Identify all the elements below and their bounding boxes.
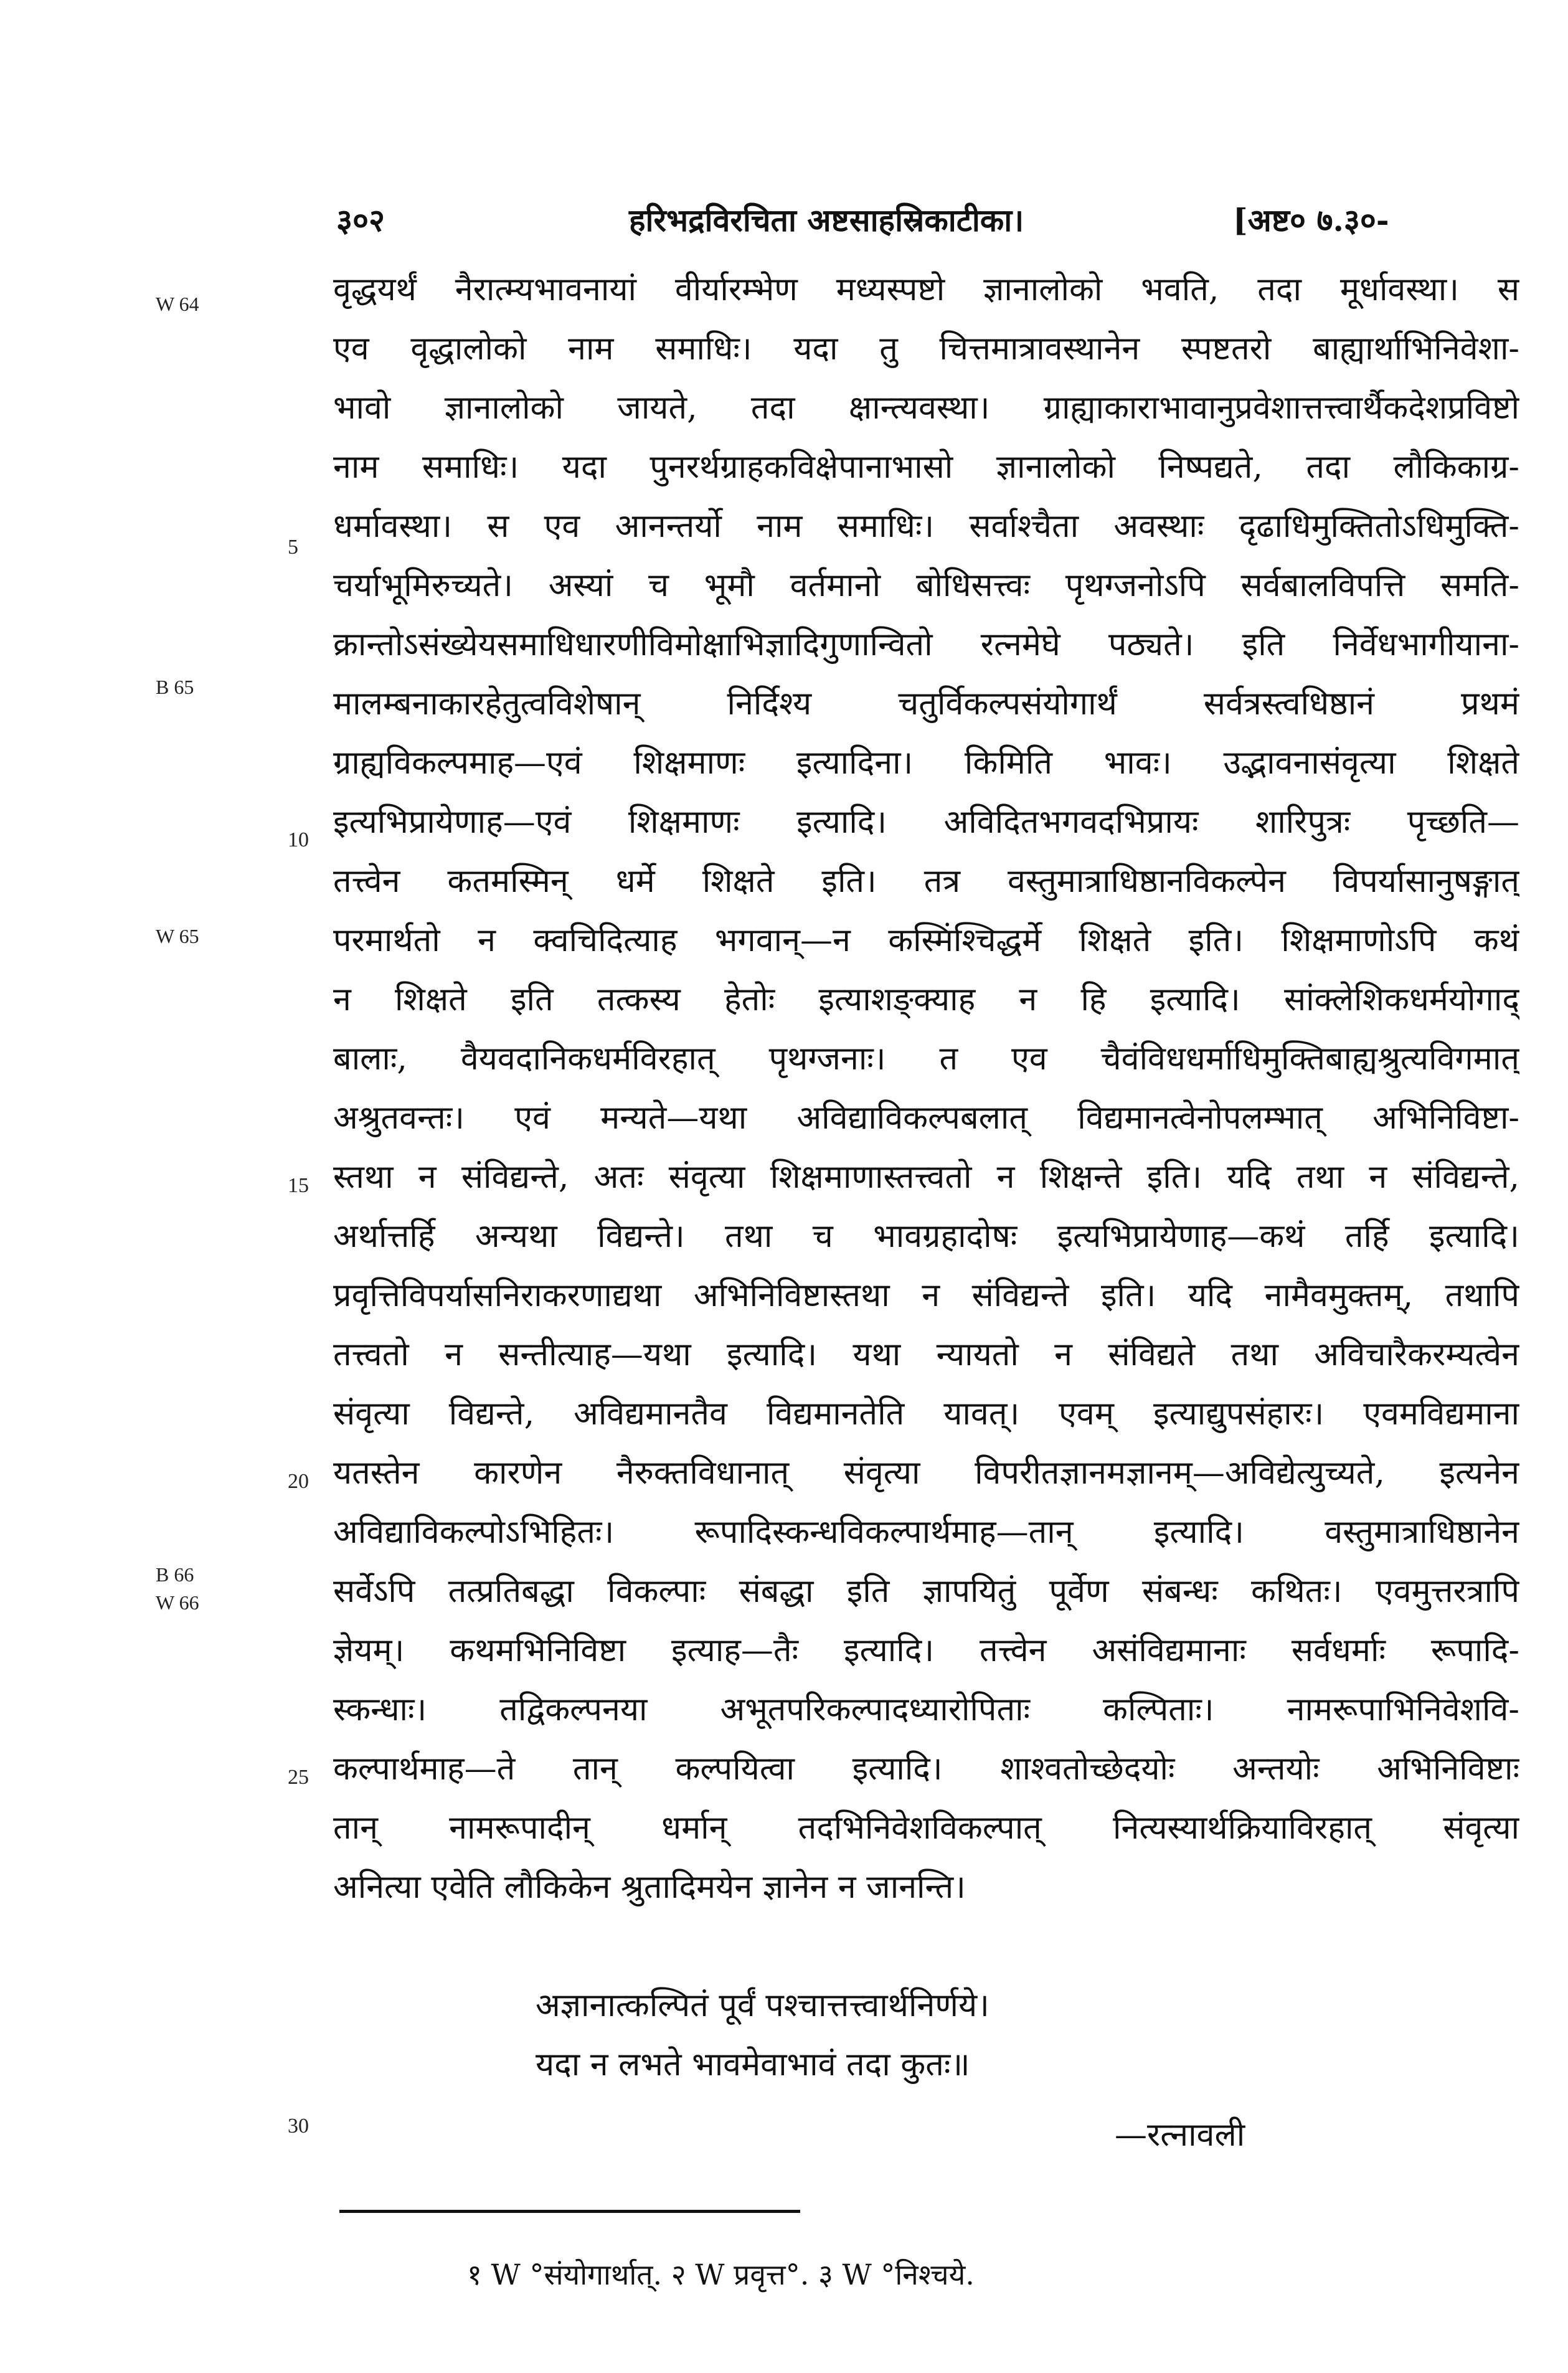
page-number: ३०२ [336, 202, 385, 239]
margin-note: W 64 [156, 293, 199, 315]
footnotes: १ W °संयोगार्थात्. २ W प्रवृत्त°. ३ W °निश्चये. [467, 2258, 975, 2291]
text-line: चर्याभूमिरुच्यते। अस्यां च भूमौ वर्तमानो बोधिसत्त्वः पृथग्जनोऽपि सर्वबालविपत्ति समति- [333, 567, 1519, 604]
verse-attribution: —रत्नावली [1115, 2116, 1245, 2154]
line-number: 30 [288, 2115, 309, 2138]
text-line: परमार्थतो न क्वचिदित्याह भगवान्—न कस्मिंश्चिद्धर्मे शिक्षते इति। शिक्षमाणोऽपि कथं [333, 922, 1519, 959]
text-line: वृद्धयर्थं नैरात्म्यभावनायां वीर्यारम्भेण मध्यस्पष्टो ज्ञानालोको भवति, तदा मूर्धावस्था। स [333, 271, 1519, 308]
verse-line: यदा न लभते भावमेवाभावं तदा कुतः॥ [536, 2046, 970, 2083]
text-line: संवृत्या विद्यन्ते, अविद्यमानतैव विद्यमानतेति यावत्। एवम् इत्याद्युपसंहारः। एवमविद्यमाना [333, 1395, 1519, 1433]
text-line: ग्राह्यविकल्पमाह—एवं शिक्षमाणः इत्यादिना। किमिति भावः। उद्भावनासंवृत्या शिक्षते [333, 744, 1519, 782]
text-line: कल्पार्थमाह—ते तान् कल्पयित्वा इत्यादि। शाश्वतोच्छेदयोः अन्तयोः अभिनिविष्टाः [333, 1750, 1519, 1788]
text-line: अनित्या एवेति लौकिकेन श्रुतादिमयेन ज्ञानेन न जानन्ति। [333, 1869, 966, 1906]
page-header [336, 198, 1519, 248]
text-line: इत्यभिप्रायेणाह—एवं शिक्षमाणः इत्यादि। अविदितभगवदभिप्रायः शारिपुत्रः पृच्छति— [333, 803, 1519, 841]
margin-note: W 65 [156, 925, 199, 947]
text-line: मालम्बनाकारहेतुत्वविशेषान् निर्दिश्य चतुर्विकल्पसंयोगार्थं सर्वत्रस्त्वधिष्ठानं प्रथमं [333, 685, 1519, 722]
text-line: प्रवृत्तिविपर्यासनिराकरणाद्यथा अभिनिविष्टास्तथा न संविद्यन्ते इति। यदि नामैवमुक्तम्, तथापि [333, 1277, 1519, 1314]
text-line: भावो ज्ञानालोको जायते, तदा क्षान्त्यवस्था। ग्राह्याकाराभावानुप्रवेशात्तत्त्वार्थैकदेशप्रविष्टो [333, 389, 1519, 427]
text-line: अश्रुतवन्तः। एवं मन्यते—यथा अविद्याविकल्पबलात् विद्यमानत्वेनोपलम्भात् अभिनिविष्टा- [333, 1099, 1519, 1137]
text-line: ज्ञेयम्। कथमभिनिविष्टा इत्याह—तैः इत्यादि। तत्त्वेन असंविद्यमानाः सर्वधर्माः रूपादि- [333, 1632, 1519, 1669]
text-line: तत्त्वेन कतमस्मिन् धर्मे शिक्षते इति। तत्र वस्तुमात्राधिष्ठानविकल्पेन विपर्यासानुषङ्गात् [333, 863, 1519, 900]
margin-note: W 66 [156, 1591, 199, 1614]
section-reference: [अष्ट० ७.३०- [1233, 202, 1389, 239]
line-number: 10 [288, 828, 309, 851]
text-line: न शिक्षते इति तत्कस्य हेतोः इत्याशङ्क्याह न हि इत्यादि। सांक्लेशिकधर्मयोगाद् [333, 981, 1519, 1018]
text-line: स्कन्धाः। तद्विकल्पनया अभूतपरिकल्पादध्यारोपिताः कल्पिताः। नामरूपाभिनिवेशवि- [333, 1691, 1519, 1728]
footnote-rule [339, 2210, 800, 2213]
text-line: अविद्याविकल्पोऽभिहितः। रूपादिस्कन्धविकल्पार्थमाह—तान् इत्यादि। वस्तुमात्राधिष्ठानेन [333, 1513, 1519, 1551]
text-line: सर्वेऽपि तत्प्रतिबद्धा विकल्पाः संबद्धा इति ज्ञापयितुं पूर्वेण संबन्धः कथितः। एवमुत्तरत्रापि [333, 1573, 1519, 1610]
text-line: स्तथा न संविद्यन्ते, अतः संवृत्या शिक्षमाणास्तत्त्वतो न शिक्षन्ते इति। यदि तथा न संविद्यन्ते, [333, 1158, 1519, 1196]
text-line: धर्मावस्था। स एव आनन्तर्यो नाम समाधिः। सर्वाश्चैता अवस्थाः दृढाधिमुक्तितोऽधिमुक्ति- [333, 508, 1519, 545]
text-line: बालाः, वैयवदानिकधर्मविरहात् पृथग्जनाः। त एव चैवंविधधर्माधिमुक्तिबाह्यश्रुत्यविगमात् [333, 1040, 1519, 1078]
running-title: हरिभद्रविरचिता अष्टसाहस्रिकाटीका। [629, 202, 1024, 239]
line-number: 15 [288, 1174, 309, 1197]
line-number: 20 [288, 1470, 309, 1493]
text-line: अर्थात्तर्हि अन्यथा विद्यन्ते। तथा च भावग्रहादोषः इत्यभिप्रायेणाह—कथं तर्हि इत्यादि। [333, 1218, 1519, 1255]
line-number: 25 [288, 1766, 309, 1789]
text-line: तत्त्वतो न सन्तीत्याह—यथा इत्यादि। यथा न्यायतो न संविद्यते तथा अविचारैकरम्यत्वेन [333, 1336, 1519, 1373]
margin-note: B 66 [156, 1563, 194, 1586]
text-line: एव वृद्धालोको नाम समाधिः। यदा तु चित्तमात्रावस्थानेन स्पष्टतरो बाह्यार्थाभिनिवेशा- [333, 330, 1519, 367]
text-line: क्रान्तोऽसंख्येयसमाधिधारणीविमोक्षाभिज्ञादिगुणान्वितो रत्नमेघे पठ्यते। इति निर्वेधभागीयाना- [333, 626, 1519, 663]
text-line: नाम समाधिः। यदा पुनरर्थग्राहकविक्षेपानाभासो ज्ञानालोको निष्पद्यते, तदा लौकिकाग्र- [333, 448, 1519, 486]
line-number: 5 [288, 536, 298, 559]
text-line: यतस्तेन कारणेन नैरुक्तविधानात् संवृत्या विपरीतज्ञानमज्ञानम्—अविद्येत्युच्यते, इत्यनेन [333, 1454, 1519, 1492]
margin-note: B 65 [156, 676, 194, 698]
text-line: तान् नामरूपादीन् धर्मान् तदभिनिवेशविकल्पात् नित्यस्यार्थक्रियाविरहात् संवृत्या [333, 1809, 1519, 1847]
verse-line: अज्ञानात्कल्पितं पूर्वं पश्चात्तत्त्वार्थनिर्णये। [536, 1987, 989, 2024]
